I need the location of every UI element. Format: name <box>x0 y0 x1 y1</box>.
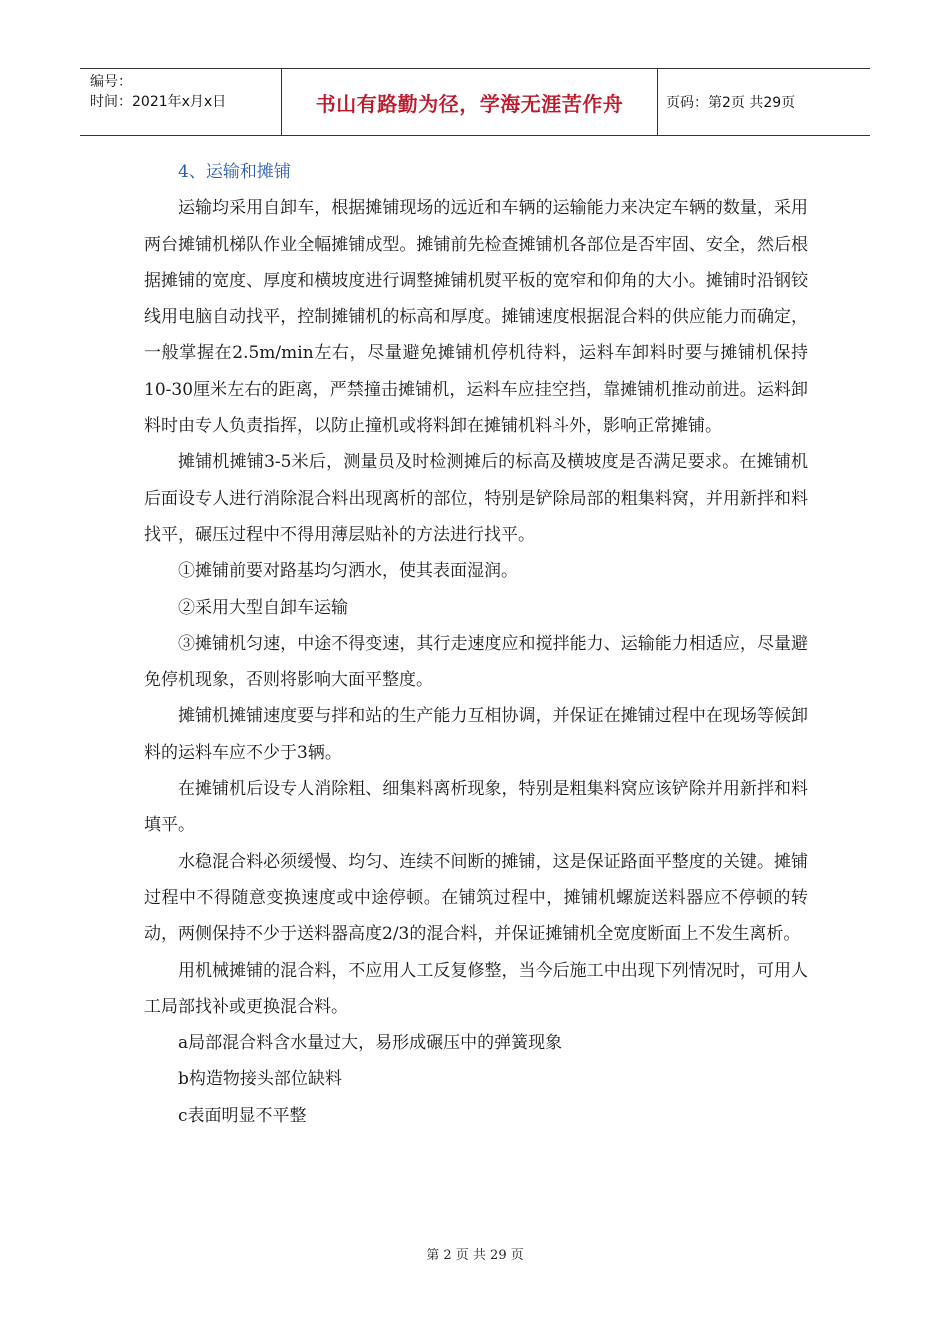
paragraph: ③摊铺机匀速，中途不得变速，其行走速度应和搅拌能力、运输能力相适应，尽量避免停机现象，否则将影响大面平整度。 <box>144 633 808 691</box>
paragraph: 用机械摊铺的混合料，不应用人工反复修整，当今后施工中出现下列情况时，可用人工局部找补或更换混合料。 <box>144 960 808 1017</box>
paragraph: 水稳混合料必须缓慢、均匀、连续不间断的摊铺，这是保证路面平整度的关键。摊铺过程中不得随意变换速度或中途停顿。在铺筑过程中，摊铺机螺旋送料器应不停顿的转动，两侧保持不少于送料器高度2/3的混合料，并保证摊铺机全宽度断面上不发生离析。 <box>144 851 808 945</box>
paragraph: 摊铺机摊铺速度要与拌和站的生产能力互相协调，并保证在摊铺过程中在现场等候卸料的运料车应不少于3辆。 <box>144 706 808 763</box>
page-header <box>80 68 870 136</box>
header-motto: 书山有路勤为径，学海无涯苦作舟 <box>282 69 658 135</box>
page-footer: 第 2 页 共 29 页 <box>426 1248 524 1263</box>
document-date: 时间：2021年x月x日 <box>90 94 227 110</box>
section-heading: 4、运输和摊铺 <box>178 162 291 182</box>
paragraph: ①摊铺前要对路基均匀洒水，使其表面湿润。 <box>178 561 518 582</box>
document-body <box>144 154 808 1134</box>
list-item: c表面明显不平整 <box>178 1105 307 1126</box>
header-meta <box>80 69 282 135</box>
paragraph: ②采用大型自卸车运输 <box>178 597 348 618</box>
paragraph: 摊铺机摊铺3-5米后，测量员及时检测摊后的标高及横坡度是否满足要求。在摊铺机后面设专人进行消除混合料出现离析的部位，特别是铲除局部的粗集料窝，并用新拌和料找平，碾压过程中不得用薄层贴补的方法进行找平。 <box>144 452 808 545</box>
paragraph: 运输均采用自卸车，根据摊铺现场的远近和车辆的运输能力来决定车辆的数量，采用两台摊铺机梯队作业全幅摊铺成型。摊铺前先检查摊铺机各部位是否牢固、安全，然后根据摊铺的宽度、厚度和横坡度进行调整摊铺机熨平板的宽窄和仰角的大小。摊铺时沿钢铰线用电脑自动找平，控制摊铺机的标高和厚度。摊铺速度根据混合料的供应能力而确定，一般掌握在2.5m/min左右，尽量避免摊铺机停机待料，运料车卸料时要与摊铺机保持10-30厘米左右的距离，严禁撞击摊铺机，运料车应挂空挡，靠摊铺机推动前进。运料卸料时由专人负责指挥，以防止撞机或将料卸在摊铺机料斗外，影响正常摊铺。 <box>144 198 808 437</box>
paragraph: 在摊铺机后设专人消除粗、细集料离析现象，特别是粗集料窝应该铲除并用新拌和料填平。 <box>144 779 808 836</box>
list-item: b构造物接头部位缺料 <box>178 1069 342 1090</box>
header-page-info: 页码：第2页 共29页 <box>666 95 796 111</box>
document-number-label: 编号： <box>90 74 132 90</box>
list-item: a局部混合料含水量过大，易形成碾压中的弹簧现象 <box>178 1033 563 1054</box>
